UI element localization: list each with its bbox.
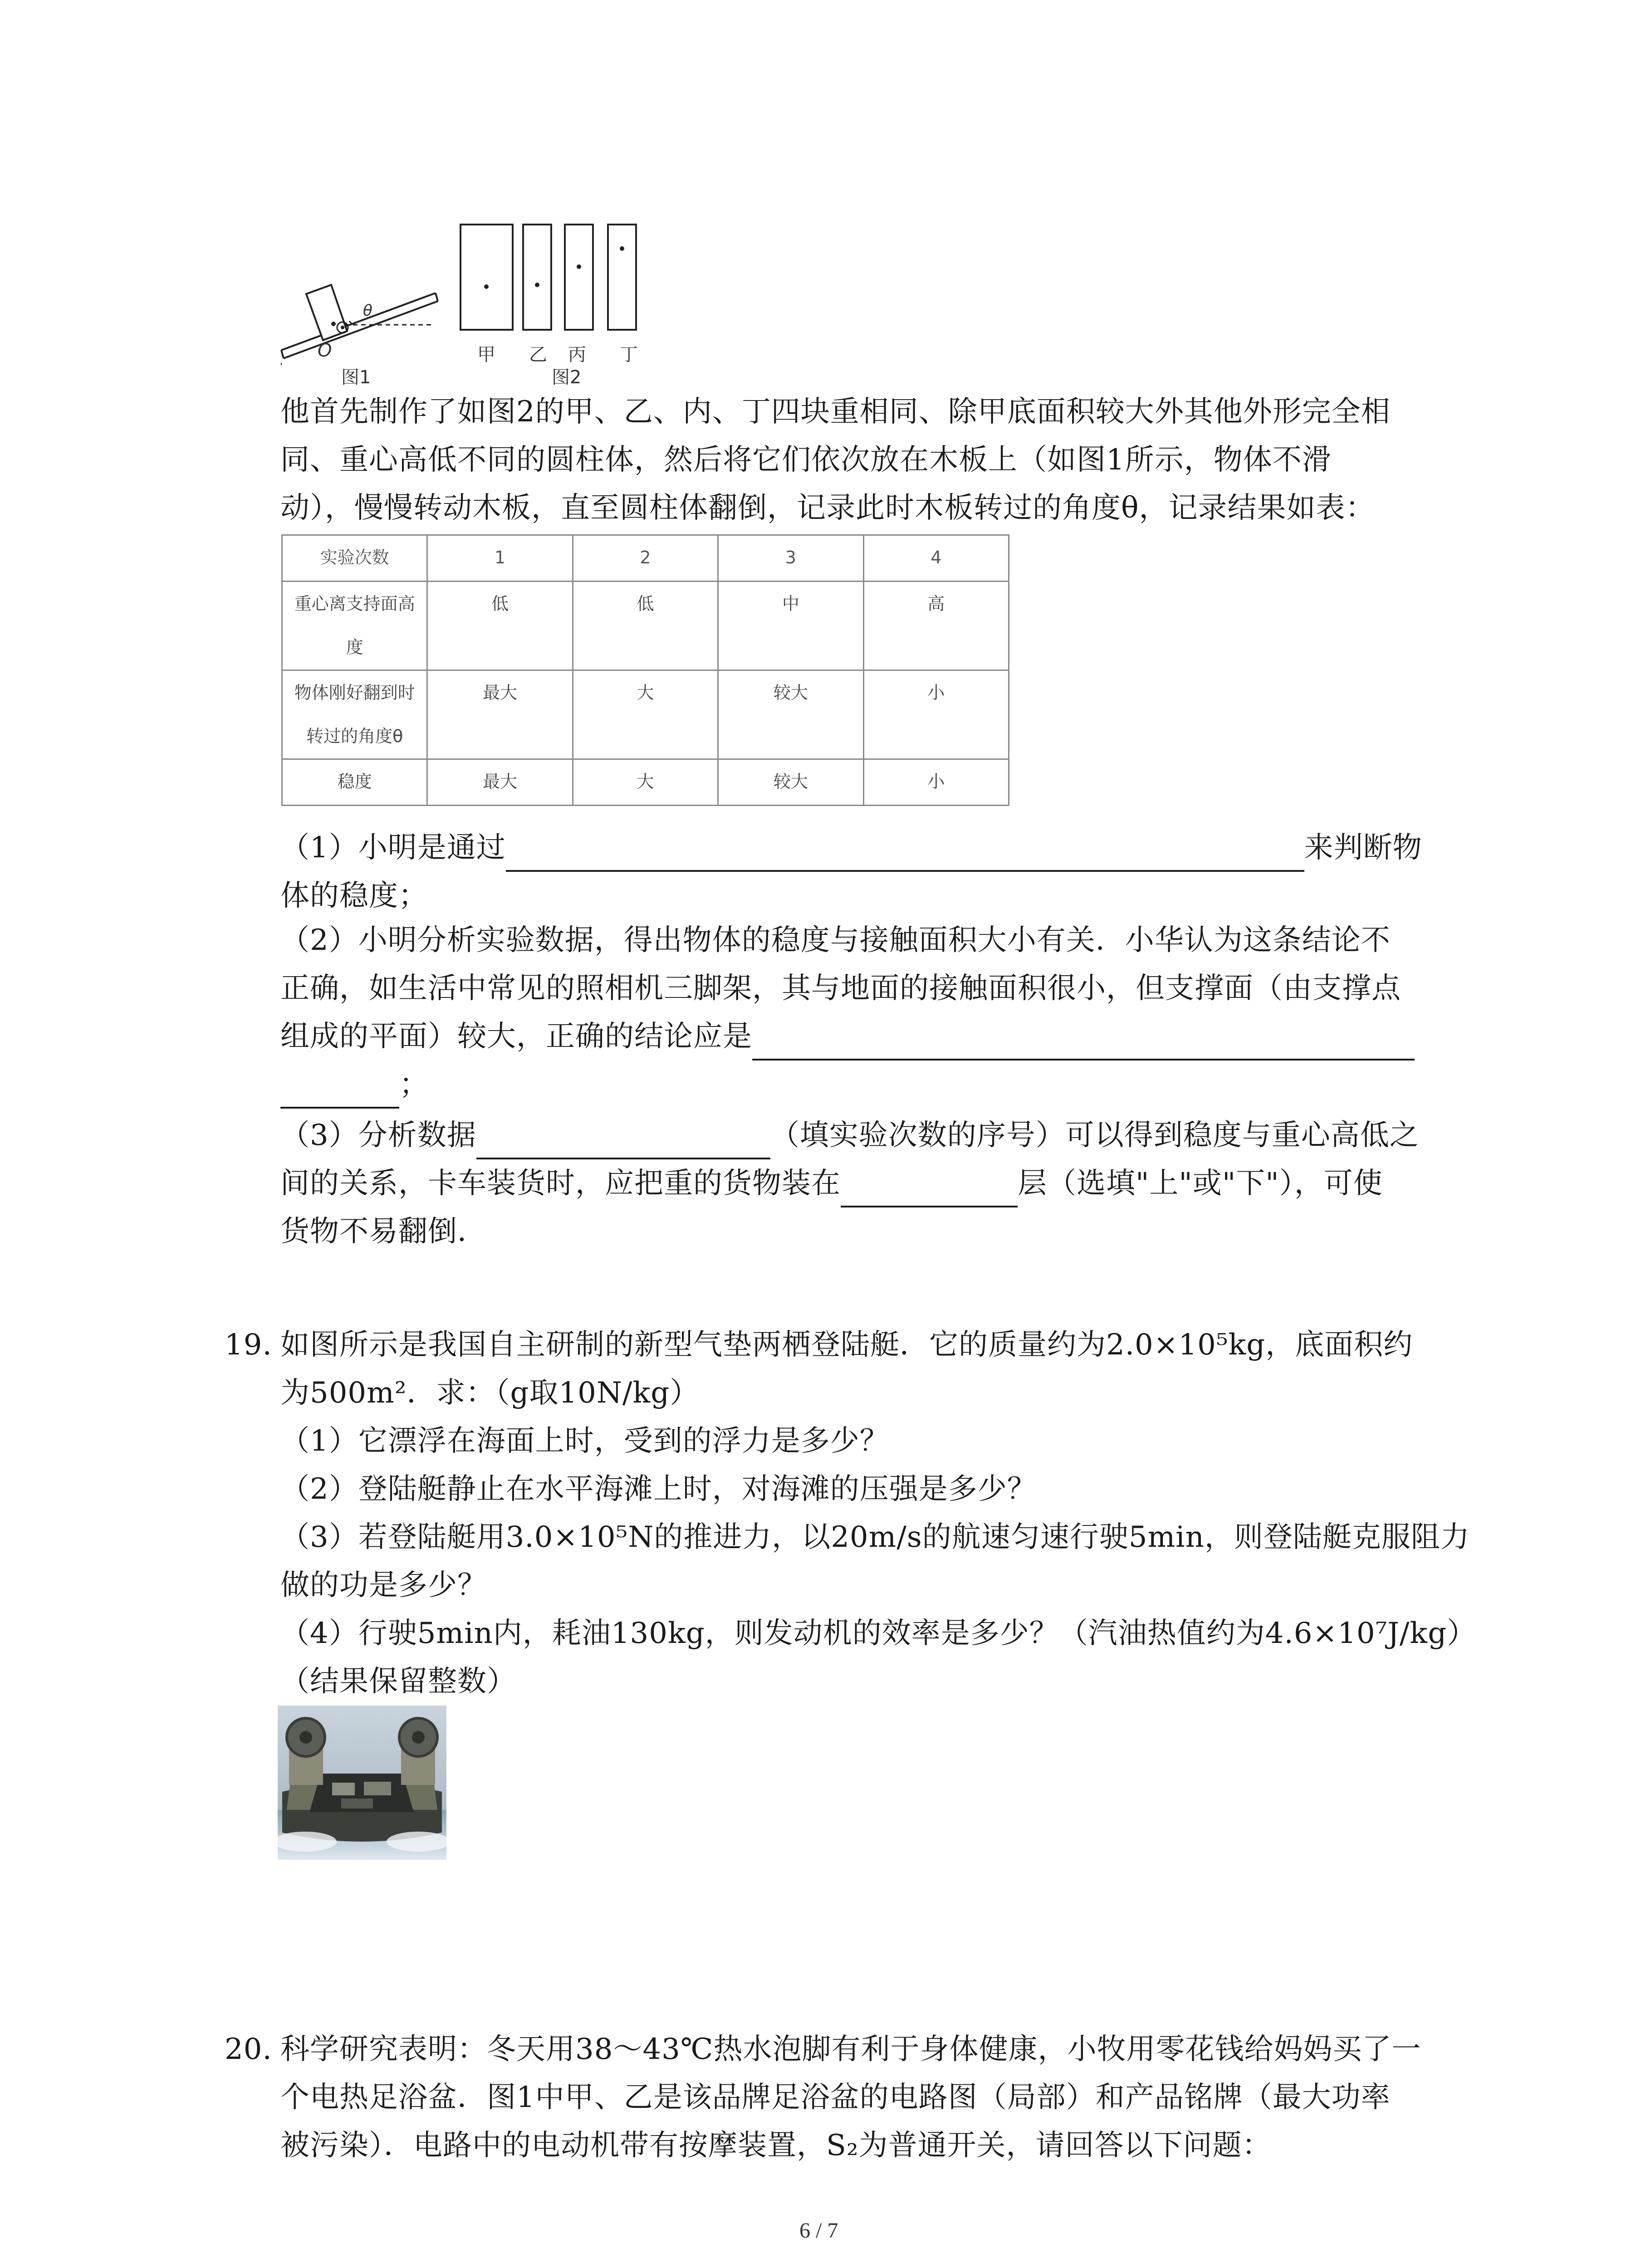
answer-blank[interactable] [476,1128,770,1159]
table-row-label [282,582,427,670]
table-row-label-line: 重心离支持面高 [294,594,415,614]
table-cell: 中 [718,582,863,670]
figure-1-label-o: O [318,340,332,361]
table-row-label-line: 度 [346,637,363,657]
q18-part-1-text: 体的稳度； [280,879,428,913]
q18-intro-line: 同、重心高低不同的圆柱体，然后将它们依次放在木板上（如图1所示，物体不滑 [280,443,1332,477]
q18-intro-line: 动），慢慢转动木板，直至圆柱体翻倒，记录此时木板转过的角度θ，记录结果如表： [280,491,1375,525]
q19-text: 做的功是多少？ [280,1569,487,1602]
table-cell: 最大 [427,759,573,806]
figure-1-caption: 图1 [341,367,371,388]
q18-part-3-text: （填实验次数的序号）可以得到稳度与重心高低之 [770,1119,1419,1152]
experiment-table [281,534,1009,806]
q18-part-2-text: 正确，如生活中常见的照相机三脚架，其与地面的接触面积很小，但支撑面（由支撑点 [280,972,1401,1005]
table-row-label-line: 转过的角度θ [306,726,403,746]
table-header-cell: 3 [718,535,863,582]
table-cell: 最大 [427,670,573,759]
q20-body [280,2025,1421,2170]
table-row-label-line: 物体刚好翻到时 [294,683,415,703]
answer-blank[interactable] [506,840,1304,872]
q18-part-3-text: 间的关系，卡车装货时，应把重的货物装在 [280,1167,841,1200]
q18-part-2-text: 组成的平面）较大，正确的结论应是 [280,1020,752,1053]
q18-part-3-text: （3）分析数据 [280,1119,476,1152]
q18-intro [280,388,1391,532]
q19-text: （1）它漂浮在海面上时，受到的浮力是多少？ [280,1424,889,1458]
q19-text: （4）行驶5min内，耗油130kg，则发动机的效率是多少？（汽油热值约为4.6×10⁷J/kg） [280,1617,1477,1650]
q18-part-2-text: （2）小明分析实验数据，得出物体的稳度与接触面积大小有关．小华认为这条结论不 [280,924,1391,957]
q19-text: 如图所示是我国自主研制的新型气垫两栖登陆艇．它的质量约为2.0×10⁵kg，底面积约 [280,1328,1413,1362]
figure-2-label-ding: 丁 [620,344,638,365]
q19-number: 19. [225,1328,272,1362]
hovercraft-photo [278,1706,446,1860]
table-header-cell: 实验次数 [282,535,427,582]
table-cell: 大 [573,670,718,759]
q19-text: 为500m²．求：（g取10N/kg） [280,1376,700,1410]
q20-text: 被污染）．电路中的电动机带有按摩装置，S₂为普通开关，请回答以下问题： [280,2129,1272,2162]
page-number: 6 / 7 [799,2219,838,2243]
q18-part-2-text: ； [399,1068,429,1101]
figure-2-label-bing: 丙 [568,344,586,365]
q19-text: （结果保留整数） [280,1665,516,1698]
table-cell: 高 [863,582,1009,670]
answer-blank[interactable] [280,1077,399,1109]
table-row-label [282,759,427,806]
q18-part-3 [280,1111,1419,1256]
q18-part-1 [280,824,1422,920]
table-row-label-line: 稳度 [337,772,372,792]
table-header-cell: 1 [427,535,573,582]
answer-blank[interactable] [752,1029,1415,1061]
table-header-row [282,535,1009,582]
q20-number: 20. [225,2033,272,2066]
q19-text: （2）登陆艇静止在水平海滩上时，对海滩的压强是多少？ [280,1472,1037,1506]
table-row [282,759,1009,806]
figure-2-caption: 图2 [552,367,582,388]
figure-2-label-yi: 乙 [529,344,547,365]
table-header-cell: 2 [573,535,718,582]
table-cell: 较大 [718,759,863,806]
q18-part-1-text: （1）小明是通过 [280,831,506,865]
table-row-label [282,670,427,759]
q20-text: 科学研究表明：冬天用38～43℃热水泡脚有利于身体健康，小牧用零花钱给妈妈买了一 [280,2033,1421,2066]
q18-part-1-text: 来判断物 [1304,831,1422,865]
q18-part-3-text: 层（选填"上"或"下"），可使 [1018,1167,1383,1200]
table-cell: 低 [573,582,718,670]
figure-2-diagram [454,218,653,336]
q18-part-2 [280,916,1415,1109]
table-cell: 较大 [718,670,863,759]
answer-blank[interactable] [841,1176,1018,1207]
table-cell: 小 [863,759,1009,806]
table-cell: 小 [863,670,1009,759]
q18-part-3-text: 货物不易翻倒． [280,1215,487,1248]
table-cell: 大 [573,759,718,806]
q20-text: 个电热足浴盆．图1中甲、乙是该品牌足浴盆的电路图（局部）和产品铭牌（最大功率 [280,2081,1391,2114]
q19-body [280,1321,1476,1706]
table-header-cell: 4 [863,535,1009,582]
table-row [282,670,1009,759]
figure-1-label-theta: θ [363,302,372,320]
table-cell: 低 [427,582,573,670]
table-row [282,582,1009,670]
q18-intro-line: 他首先制作了如图2的甲、乙、内、丁四块重相同、除甲底面积较大外其他外形完全相 [280,395,1391,429]
figure-2-label-jia: 甲 [477,344,495,365]
q19-text: （3）若登陆艇用3.0×10⁵N的推进力，以20m/s的航速匀速行驶5min，则登陆艇克服阻力 [280,1520,1470,1554]
